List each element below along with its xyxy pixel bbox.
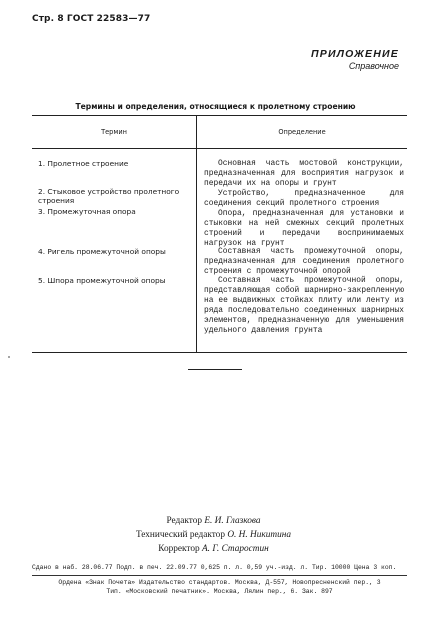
production-line: Сдано в наб. 28.06.77 Подп. в печ. 22.09.77 0,625 п. л. 0,59 уч.-изд. л. Тир. 10000 Цена 3 коп. (32, 564, 397, 571)
scan-speck (8, 356, 10, 358)
publisher-line: Ордена «Знак Почета» Издательство стандартов. Москва, Д-557, Новопресненский пер., 3 (58, 579, 381, 586)
page-header: Стр. 8 ГОСТ 22583—77 (32, 14, 151, 24)
terms-table (32, 115, 407, 353)
credit-line (0, 528, 427, 542)
credit-line (0, 542, 427, 556)
credit-name: О. Н. Никитина (227, 530, 292, 540)
term-cell: 5. Шпора промежуточной опоры (38, 276, 166, 285)
credit-role: Корректор (158, 544, 200, 554)
credits-block (0, 514, 427, 556)
credit-name: Е. И. Глазкова (204, 516, 261, 526)
document-title: Термины и определения, относящиеся к пролетному строению (75, 102, 356, 111)
appendix-label (311, 48, 399, 71)
imprint-rule (32, 575, 407, 576)
definition-cell: Устройство, предназначенное для соединения секций пролетного строения (204, 189, 404, 208)
definition-cell: Опора, предназначенная для установки и стыковки на ней смежных секций пролетных строений и передачи воспринимаемых нагрузок на грунт (204, 209, 404, 248)
definition-column-header: Определение (278, 128, 326, 136)
section-separator (188, 369, 242, 370)
credit-name: А. Г. Старостин (202, 544, 269, 554)
definition-cell: Основная часть мостовой конструкции, предназначенная для восприятия нагрузок и передачи их на опоры и грунт (204, 159, 404, 188)
term-cell: 4. Ригель промежуточной опоры (38, 247, 166, 256)
header-separator (32, 148, 407, 149)
appendix-title: ПРИЛОЖЕНИЕ (311, 48, 399, 60)
credit-role: Технический редактор (135, 530, 225, 540)
printer-info (32, 579, 407, 596)
credit-line (0, 514, 427, 528)
credit-role: Редактор (166, 516, 202, 526)
definition-cell: Составная часть промежуточной опоры, представляющая собой шарнирно-закрепленную на ее выдвижных стойках плиту или ленту из ряда последовательно соединенных шарнирных элементов, предназначенную для уменьшения удельного давления грунта (204, 276, 404, 335)
appendix-subtitle: Справочное (348, 61, 399, 71)
column-divider (196, 116, 197, 352)
term-cell: 1. Пролетное строение (38, 159, 129, 168)
term-column-header: Термин (101, 128, 127, 136)
printer-line: Тип. «Московский печатник». Москва, Лялин пер., 6. Зак. 897 (106, 587, 333, 595)
definition-cell: Составная часть промежуточной опоры, предназначенная для соединения пролетного строения с промежуточной опорой (204, 247, 404, 276)
term-cell: 2. Стыковое устройство пролетного строения (38, 187, 180, 205)
term-cell: 3. Промежуточная опора (38, 207, 136, 216)
